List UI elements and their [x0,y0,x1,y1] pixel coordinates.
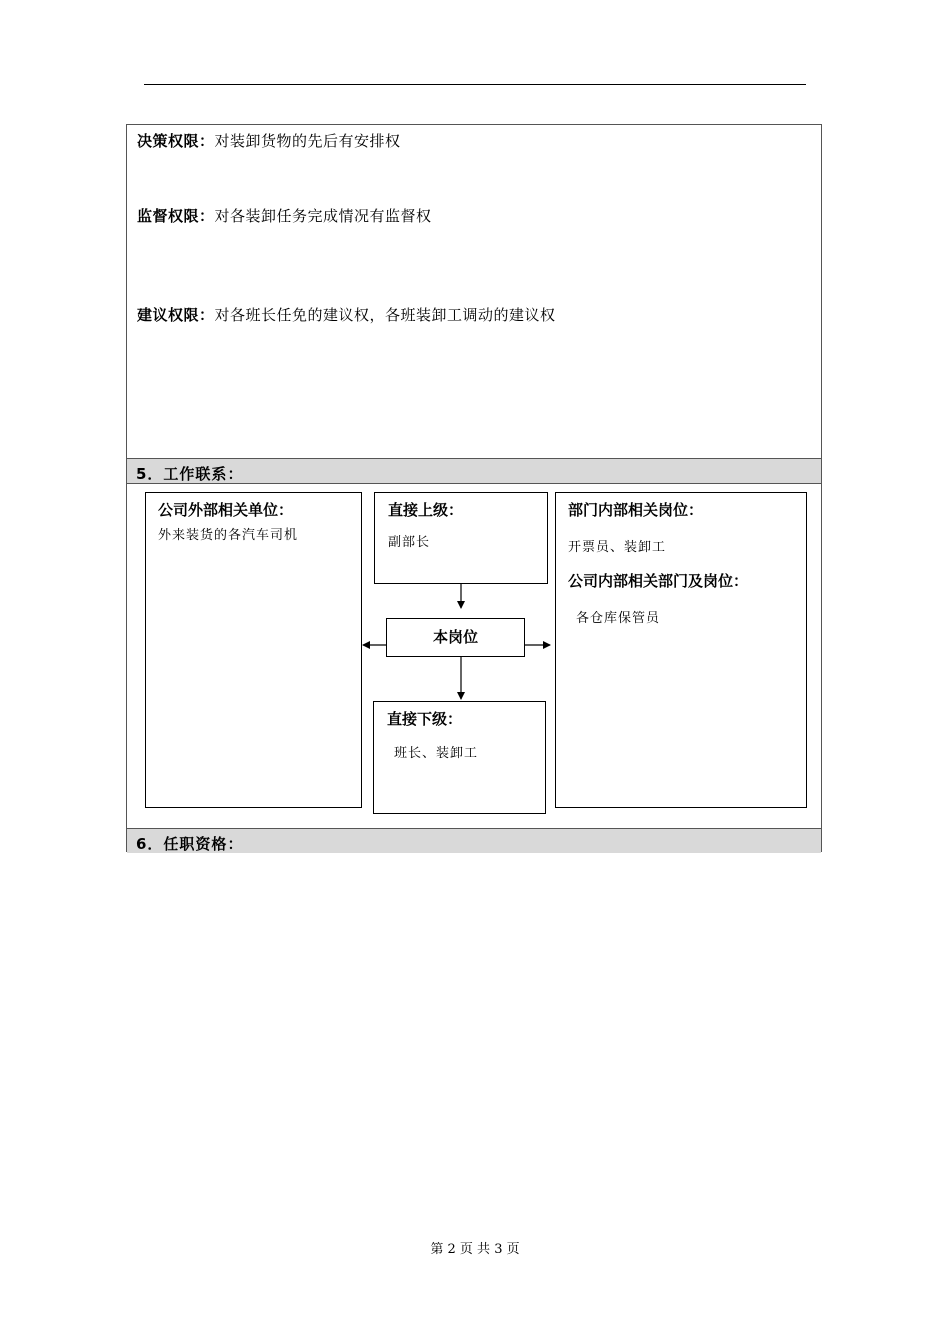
direct-superior-title: 直接上级： [388,501,464,519]
section-6-header [127,828,821,853]
suggestion-authority-text: 对各班长任免的建议权，各班装卸工调动的建议权 [214,306,556,324]
supervision-authority-text: 对各装卸任务完成情况有监督权 [214,207,432,225]
suggestion-authority-label: 建议权限： [137,306,215,324]
decision-authority-label: 决策权限： [137,132,215,150]
job-description-table [126,124,822,852]
internal-dept-value: 开票员、装卸工 [568,540,667,555]
external-units-title: 公司外部相关单位： [158,501,294,519]
decision-authority-text: 对装卸货物的先后有安排权 [214,132,401,150]
page-footer: 第 2 页 共 3 页 [430,1242,520,1257]
this-position-title: 本岗位 [432,628,478,646]
section-5-title: 5．工作联系： [136,465,244,483]
section-6-title: 6．任职资格： [136,835,244,853]
internal-company-title: 公司内部相关部门及岗位： [568,572,749,590]
internal-dept-title: 部门内部相关岗位： [568,501,704,519]
header-rule [144,84,806,85]
direct-subordinate-value: 班长、装卸工 [394,746,479,761]
supervision-authority-label: 监督权限： [137,207,215,225]
internal-company-value: 各仓库保管员 [576,611,661,626]
external-units-value: 外来装货的各汽车司机 [158,528,299,543]
relation-arrows [127,125,823,853]
direct-superior-value: 副部长 [388,535,431,550]
direct-subordinate-title: 直接下级： [387,710,463,728]
